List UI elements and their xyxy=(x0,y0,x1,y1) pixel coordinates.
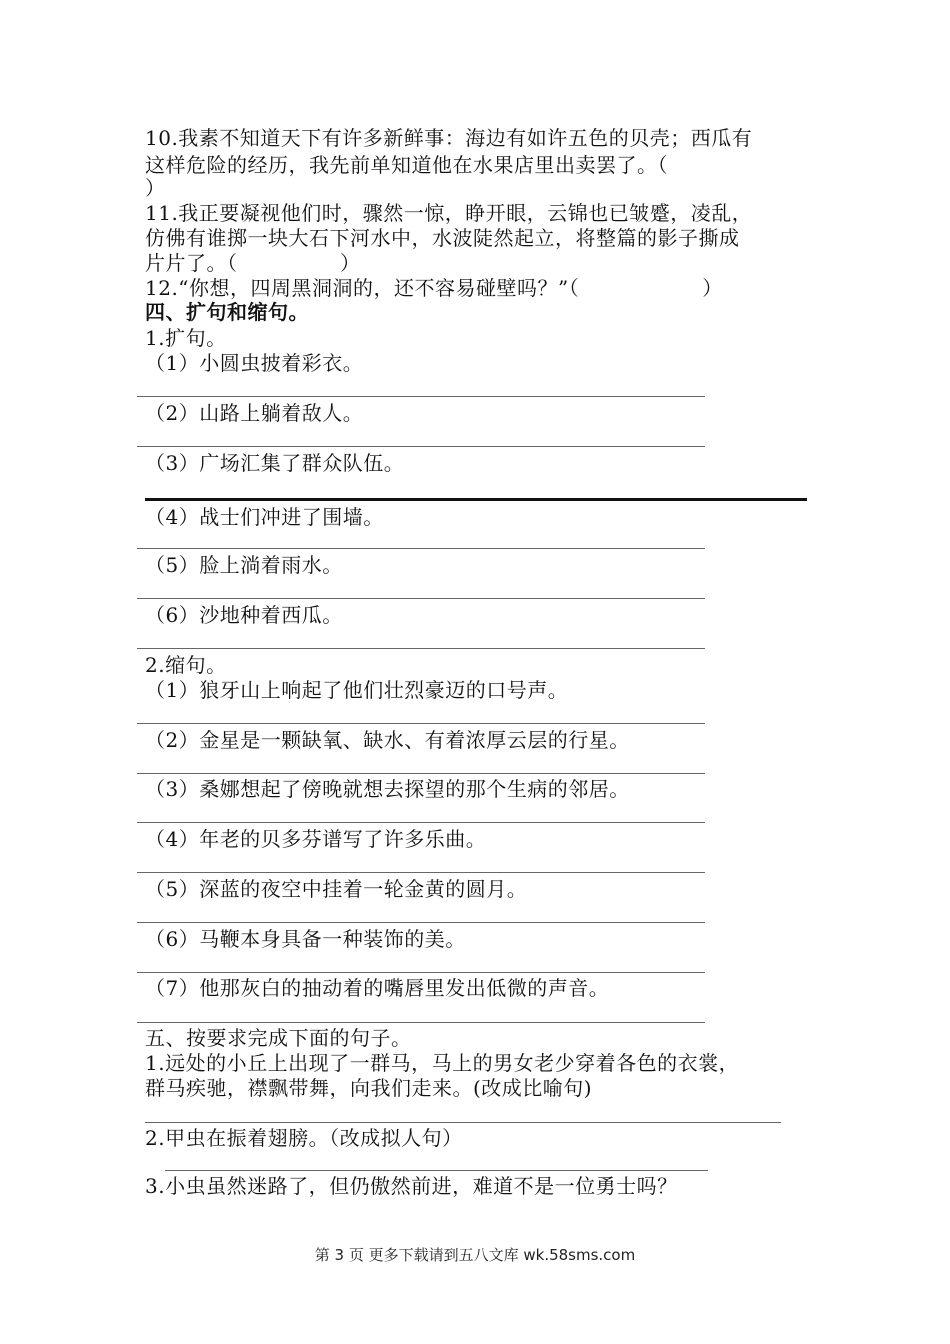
expand-answer-line-5[interactable] xyxy=(137,598,705,599)
section5-q1-line-2: 群马疾驰，襟飘带舞，向我们走来。(改成比喻句) xyxy=(145,1076,593,1100)
shrink-item-1: （1）狼牙山上响起了他们壮烈豪迈的口号声。 xyxy=(145,678,569,702)
section5-q3: 3.小虫虽然迷路了，但仍傲然前进，难道不是一位勇士吗？ xyxy=(145,1174,678,1198)
q10-line-2: 这样危险的经历，我先前单知道他在水果店里出卖罢了。（ xyxy=(145,153,668,177)
expand-item-6: （6）沙地种着西瓜。 xyxy=(145,603,343,627)
shrink-answer-line-2[interactable] xyxy=(137,773,705,774)
q10-line-3: ） xyxy=(145,176,166,200)
q11-line-2: 仿佛有谁掷一块大石下河水中，水波陡然起立，将整篇的影子撕成 xyxy=(145,226,740,250)
shrink-answer-line-3[interactable] xyxy=(137,822,705,823)
shrink-title: 2.缩句。 xyxy=(145,653,227,677)
expand-item-5: （5）脸上淌着雨水。 xyxy=(145,553,343,577)
section5-answer-line-2[interactable] xyxy=(165,1170,708,1171)
expand-answer-line-4[interactable] xyxy=(137,548,705,549)
shrink-answer-line-7[interactable] xyxy=(137,1022,705,1023)
shrink-answer-line-1[interactable] xyxy=(137,723,705,724)
q11-line-1: 11.我正要凝视他们时，骤然一惊，睁开眼，云锦也已皱蹙，凌乱， xyxy=(145,201,753,225)
shrink-answer-line-5[interactable] xyxy=(137,922,705,923)
expand-item-4: （4）战士们冲进了围墙。 xyxy=(145,505,384,529)
shrink-item-7: （7）他那灰白的抽动着的嘴唇里发出低微的声音。 xyxy=(145,976,610,1000)
expand-item-3: （3）广场汇集了群众队伍。 xyxy=(145,451,405,475)
section5-q2: 2.甲虫在振着翅膀。（改成拟人句） xyxy=(145,1126,463,1150)
expand-answer-line-2[interactable] xyxy=(137,446,705,447)
page-footer: 第 3 页 更多下载请到五八文库 wk.58sms.com xyxy=(314,1246,636,1264)
expand-answer-line-6[interactable] xyxy=(137,648,705,649)
shrink-item-6: （6）马鞭本身具备一种装饰的美。 xyxy=(145,927,466,951)
q12-text: 12.“你想，四周黑洞洞的，还不容易碰壁吗？”（ ） xyxy=(145,276,723,300)
q10-line-1: 10.我素不知道天下有许多新鲜事：海边有如许五色的贝壳；西瓜有 xyxy=(145,126,753,150)
expand-answer-line-1[interactable] xyxy=(137,396,705,397)
shrink-answer-line-6[interactable] xyxy=(137,972,705,973)
shrink-item-2: （2）金星是一颗缺氧、缺水、有着浓厚云层的行星。 xyxy=(145,728,630,752)
q11-line-3: 片片了。（ ） xyxy=(145,251,361,275)
expand-item-1: （1）小圆虫披着彩衣。 xyxy=(145,351,364,375)
shrink-item-3: （3）桑娜想起了傍晚就想去探望的那个生病的邻居。 xyxy=(145,777,630,801)
expand-answer-line-3[interactable] xyxy=(145,498,807,501)
section5-title: 五、按要求完成下面的句子。 xyxy=(145,1026,412,1050)
expand-title: 1.扩句。 xyxy=(145,326,227,350)
section5-q1-line-1: 1.远处的小丘上出现了一群马，马上的男女老少穿着各色的衣裳， xyxy=(145,1051,740,1075)
shrink-answer-line-4[interactable] xyxy=(137,872,705,873)
expand-item-2: （2）山路上躺着敌人。 xyxy=(145,401,364,425)
section4-title: 四、扩句和缩句。 xyxy=(145,300,309,324)
shrink-item-4: （4）年老的贝多芬谱写了许多乐曲。 xyxy=(145,827,487,851)
shrink-item-5: （5）深蓝的夜空中挂着一轮金黄的圆月。 xyxy=(145,877,528,901)
section5-answer-line-1[interactable] xyxy=(145,1122,781,1123)
